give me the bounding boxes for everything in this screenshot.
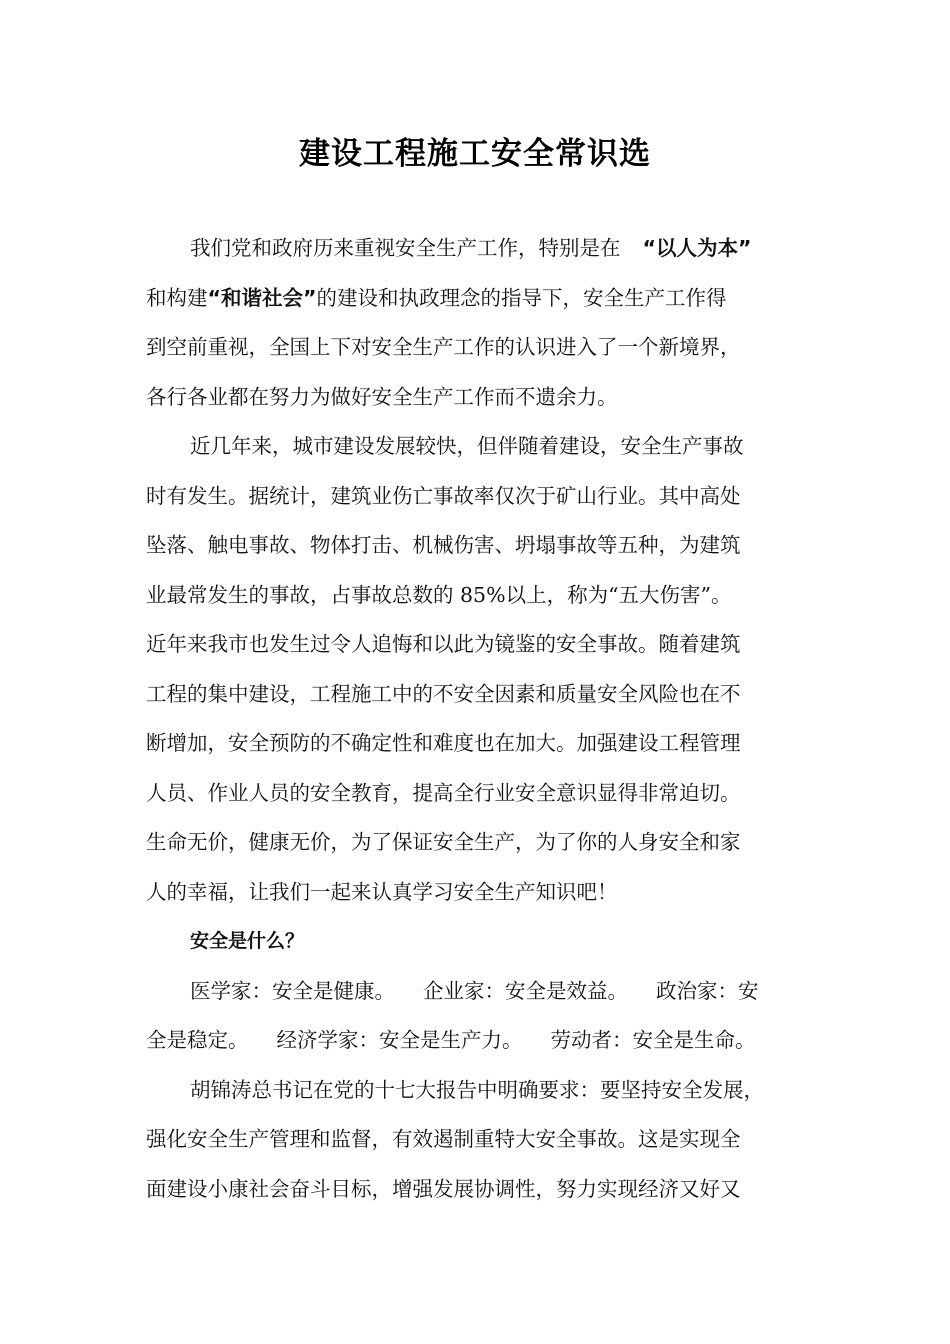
paragraph-3-line-1 bbox=[146, 967, 814, 1017]
paragraph-2-line-9: 生命无价，健康无价，为了保证安全生产，为了你的人身安全和家 bbox=[146, 830, 741, 854]
bold-quote-people-first: “以人为本” bbox=[642, 236, 752, 260]
section-heading: 安全是什么？ bbox=[190, 930, 305, 952]
paragraph-2-line-7: 断增加，安全预防的不确定性和难度也在加大。加强建设工程管理 bbox=[146, 731, 741, 755]
paragraph-2-line-10: 人的幸福，让我们一起来认真学习安全生产知识吧！ bbox=[146, 879, 618, 904]
paragraph-1-line-4: 各行各业都在努力为做好安全生产工作而不遗余力。 bbox=[146, 384, 618, 409]
paragraph-3-line-2 bbox=[146, 1016, 814, 1066]
paragraph-2-line-2: 时有发生。据统计，建筑业伤亡事故率仅次于矿山行业。其中高处 bbox=[146, 483, 741, 508]
paragraph-1-line-2 bbox=[146, 274, 814, 324]
text-span: 和构建 bbox=[146, 285, 208, 310]
paragraph-2-line-4: 业最常发生的事故，占事故总数的 85%以上，称为“五大伤害”。 bbox=[146, 582, 732, 607]
paragraph-2-line-5: 近年来我市也发生过令人追悔和以此为镜鉴的安全事故。随着建筑 bbox=[146, 632, 741, 656]
paragraph-4-line-3: 面建设小康社会奋斗目标，增强发展协调性，努力实现经济又好又 bbox=[146, 1176, 741, 1201]
paragraph-4-line-2: 强化安全生产管理和监督，有效遏制重特大安全事故。这是实现全 bbox=[146, 1127, 741, 1151]
text-span: 医学家：安全是健康。 bbox=[190, 978, 395, 1003]
text-span: 全是稳定。 bbox=[146, 1028, 249, 1052]
document-title: 建设工程施工安全常识选 bbox=[299, 136, 651, 172]
text-span: 的建设和执政理念的指导下，安全生产工作得 bbox=[316, 285, 727, 310]
paragraph-2-line-1: 近几年来，城市建设发展较快，但伴随着建设，安全生产事故 bbox=[190, 434, 744, 458]
paragraph-2-line-3: 坠落、触电事故、物体打击、机械伤害、坍塌事故等五种，为建筑 bbox=[146, 533, 741, 557]
paragraph-1-line-1 bbox=[146, 224, 814, 274]
text-span: 劳动者：安全是生命。 bbox=[550, 1028, 756, 1052]
text-span: 政治家：安 bbox=[656, 978, 759, 1003]
text-span: 我们党和政府历来重视安全生产工作，特别是在 bbox=[190, 236, 621, 260]
paragraph-4-line-1: 胡锦涛总书记在党的十七大报告中明确要求：要坚持安全发展， bbox=[190, 1077, 764, 1102]
text-span: 企业家：安全是效益。 bbox=[423, 978, 628, 1003]
text-span: 经济学家：安全是生产力。 bbox=[276, 1028, 523, 1052]
paragraph-2-line-6: 工程的集中建设，工程施工中的不安全因素和质量安全风险也在不 bbox=[146, 681, 741, 706]
paragraph-1-line-3: 到空前重视，全国上下对安全生产工作的认识进入了一个新境界， bbox=[146, 335, 741, 359]
paragraph-2-line-8: 人员、作业人员的安全教育，提高全行业安全意识显得非常迫切。 bbox=[146, 780, 741, 805]
document-body bbox=[146, 224, 814, 1214]
bold-quote-harmonious-society: “和谐社会” bbox=[207, 285, 317, 310]
